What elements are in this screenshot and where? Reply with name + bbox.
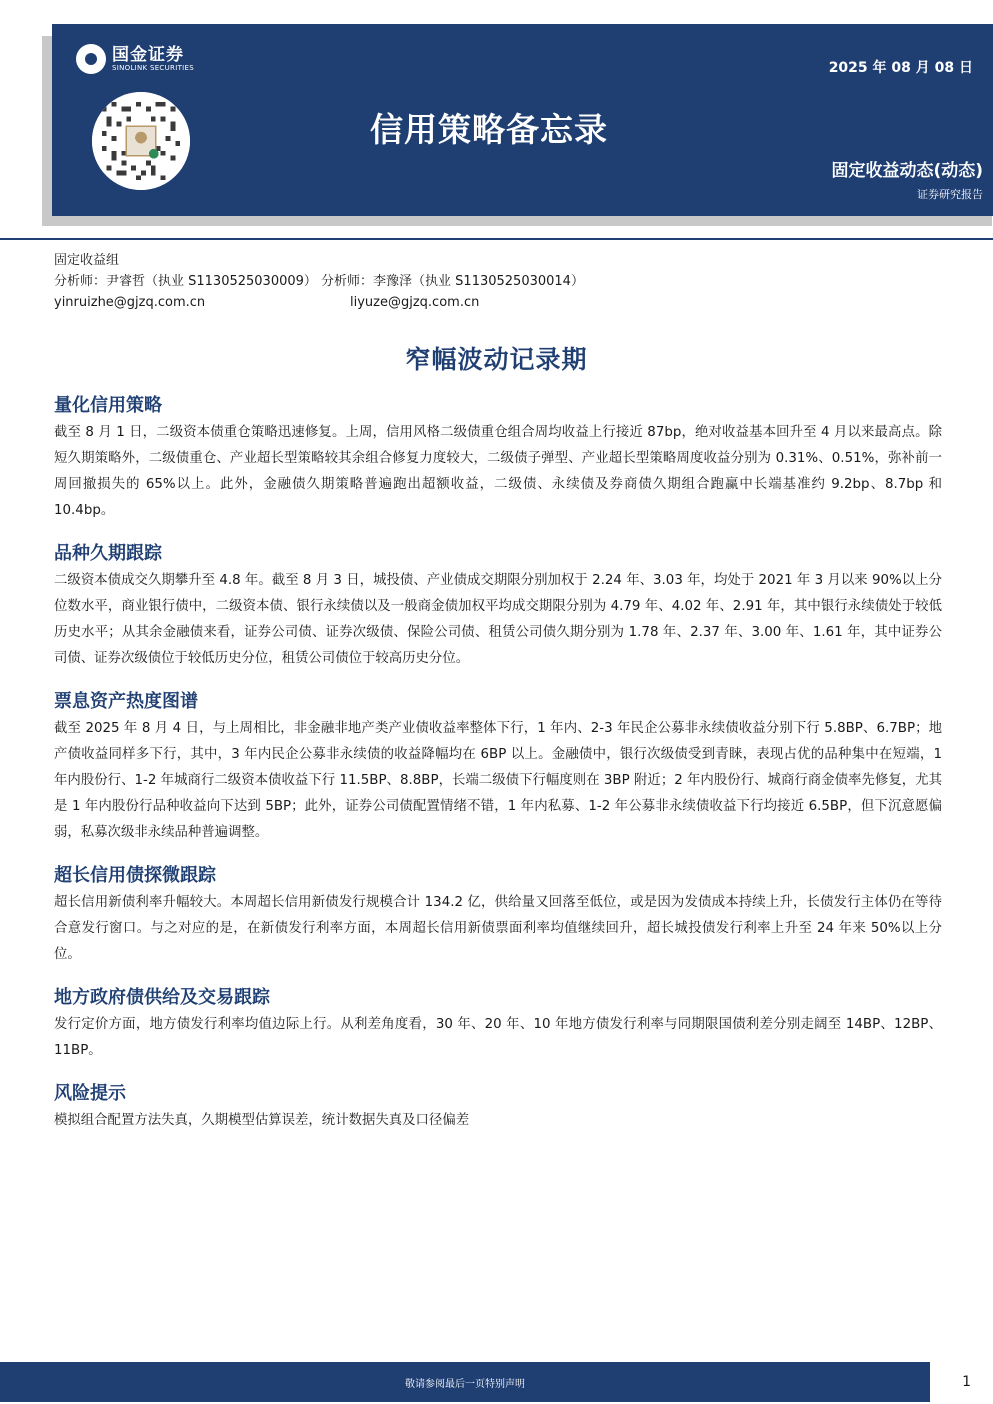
section-body: 超长信用新债利率升幅较大。本周超长信用新债发行规模合计 134.2 亿，供给量又回落至低位，或是因为发债成本持续上升，长债发行主体仍在等待合意发行窗口。与之对应的是，在新债发行利率方面，本周超长信用新债票面利率均值继续回升，超长城投债发行利率上升至 24 年来 50%以上分位。 bbox=[54, 895, 942, 962]
section-coupon-heatmap bbox=[54, 688, 942, 846]
logo-cn-text: 国金证券 bbox=[112, 44, 184, 65]
header-banner bbox=[52, 24, 993, 216]
report-type: 固定收益动态(动态) bbox=[831, 161, 983, 181]
footer-bar bbox=[0, 1362, 930, 1402]
section-risk-warning bbox=[54, 1080, 942, 1134]
section-title: 量化信用策略 bbox=[54, 395, 162, 416]
report-title: 信用策略备忘录 bbox=[370, 110, 608, 149]
qr-code-icon bbox=[92, 92, 190, 190]
company-logo bbox=[76, 44, 194, 74]
section-body: 模拟组合配置方法失真，久期模型估算误差，统计数据失真及口径偏差 bbox=[54, 1113, 470, 1128]
section-title: 票息资产热度图谱 bbox=[54, 691, 198, 712]
report-category: 证券研究报告 bbox=[917, 188, 983, 201]
section-quant-credit-strategy bbox=[54, 392, 942, 524]
section-duration-tracking bbox=[54, 540, 942, 672]
logo-en-text: SINOLINK SECURITIES bbox=[112, 63, 194, 72]
section-body: 截至 2025 年 8 月 4 日，与上周相比，非金融非地产类产业债收益率整体下行，1 年内、2-3 年民企公募非永续债收益分别下行 5.8BP、6.7BP；地产债收益同样多下行，其中，3 年内民企公募非永续债的收益降幅均在 6BP 以上。金融债中，银行次级债受到青睐，表现占优的品种集中在短端，1 年内股份行、1-2 年城商行二级资本债收益下行 11.5BP、8.8BP，长端二级债下行幅度则在 3BP 附近；2 年内股份行、城商行商金债率先修复，尤其是 1 年内股份行品种收益向下达到 5BP；此外，证券公司债配置情绪不错，1 年内私募、1-2 年公募非永续债收益下行均接近 6.5BP，但下沉意愿偏弱，私募次级非永续品种普遍调整。 bbox=[54, 721, 942, 840]
author-info bbox=[54, 250, 584, 313]
section-body: 发行定价方面，地方债发行利率均值边际上行。从利差角度看，30 年、20 年、10 年地方债发行利率与同期限国债利差分别走阔至 14BP、12BP、11BP。 bbox=[54, 1017, 942, 1058]
article-headline: 窄幅波动记录期 bbox=[405, 345, 588, 374]
report-date: 2025 年 08 月 08 日 bbox=[828, 60, 973, 76]
research-group: 固定收益组 bbox=[54, 253, 120, 268]
section-title: 地方政府债供给及交易跟踪 bbox=[54, 987, 270, 1008]
logo-icon bbox=[76, 44, 106, 74]
analyst-email-1[interactable]: yinruizhe@gjzq.com.cn bbox=[54, 295, 206, 310]
section-body: 二级资本债成交久期攀升至 4.8 年。截至 8 月 3 日，城投债、产业债成交期限分别加权于 2.24 年、3.03 年，均处于 2021 年 3 月以来 90%以上分位数水平，商业银行债中，二级资本债、银行永续债以及一般商金债加权平均成交期限分别为 4.79 年、4.02 年、2.91 年，其中银行永续债处于较低历史水平；从其余金融债来看，证券公司债、证券次级债、保险公司债、租赁公司债久期分别为 1.78 年、2.37 年、3.00 年、1.61 年，其中证券公司债、证券次级债位于较低历史分位，租赁公司债位于较高历史分位。 bbox=[54, 573, 942, 666]
section-title: 品种久期跟踪 bbox=[54, 543, 162, 564]
section-ultra-long-credit bbox=[54, 862, 942, 968]
analyst-email-2[interactable]: liyuze@gjzq.com.cn bbox=[350, 295, 480, 310]
page-number: 1 bbox=[962, 1374, 971, 1390]
analysts-line: 分析师：尹睿哲（执业 S1130525030009） 分析师：李豫泽（执业 S1130525030014） bbox=[54, 274, 584, 289]
header-divider bbox=[0, 238, 993, 240]
section-title: 超长信用债探微跟踪 bbox=[54, 865, 216, 886]
section-body: 截至 8 月 1 日，二级资本债重仓策略迅速修复。上周，信用风格二级债重仓组合周均收益上行接近 87bp，绝对收益基本回升至 4 月以来最高点。除短久期策略外，二级债重仓、产业超长型策略较其余组合修复力度较大，二级债子弹型、产业超长型策略周度收益分别为 0.31%、0.51%，弥补前一周回撤损失的 65%以上。此外，金融债久期策略普遍跑出超额收益，二级债、永续债及券商债久期组合跑赢中长端基准约 9.2bp、8.7bp 和 10.4bp。 bbox=[54, 425, 942, 518]
section-local-gov-bonds bbox=[54, 984, 942, 1064]
footer-notice: 敬请参阅最后一页特别声明 bbox=[405, 1378, 525, 1390]
section-title: 风险提示 bbox=[54, 1083, 126, 1104]
report-body bbox=[54, 392, 942, 1150]
